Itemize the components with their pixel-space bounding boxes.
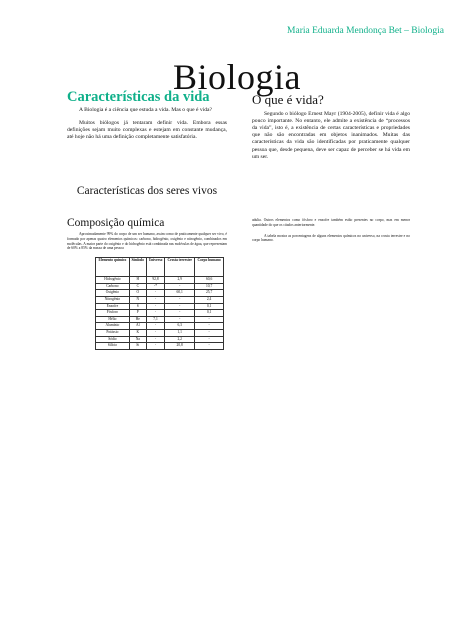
- table-row: [96, 290, 224, 297]
- table-row: [96, 297, 224, 304]
- table-header-cell: Corpo humano: [195, 258, 224, 277]
- table-cell: C: [129, 283, 146, 290]
- table-cell: Carbono: [96, 283, 130, 290]
- table-cell: -: [165, 310, 195, 317]
- paragraph-definitions: Muitos biólogos já tentaram definir vida. Embora essas definições sejam muito complexas e estejam em constante mudança, até hoje não há uma definição completamente satisfatória.: [67, 120, 227, 141]
- table-cell: -: [195, 330, 224, 337]
- table-cell: 10,7: [195, 283, 224, 290]
- table-cell: Enxofre: [96, 303, 130, 310]
- table-cell: 0,1: [195, 310, 224, 317]
- table-cell: -: [165, 297, 195, 304]
- table-cell: -: [146, 323, 164, 330]
- table-cell: -: [195, 336, 224, 343]
- elements-table: [95, 257, 224, 350]
- page-title: Biologia: [173, 57, 301, 97]
- paragraph-tabela: A tabela mostra as porcentagens de alguns elementos químicos no universo, na crosta terrestre e no corpo humano.: [252, 233, 410, 243]
- table-row: [96, 336, 224, 343]
- table-cell: -: [146, 310, 164, 317]
- table-cell: 0,1: [195, 303, 224, 310]
- table-cell: -: [146, 343, 164, 350]
- left-section-heading: [67, 184, 227, 198]
- table-cell: -: [146, 336, 164, 343]
- table-header-cell: Elemento químico: [96, 258, 130, 277]
- left-column: [67, 89, 227, 147]
- table-header-row: [96, 258, 224, 277]
- table-cell: 2,2: [165, 336, 195, 343]
- table-cell: -: [146, 297, 164, 304]
- table-cell: O: [129, 290, 146, 297]
- table-cell: 60,6: [195, 277, 224, 284]
- table-cell: K: [129, 330, 146, 337]
- table-cell: He: [129, 316, 146, 323]
- table-row: [96, 283, 224, 290]
- left-column-lower: [67, 217, 227, 350]
- table-cell: -: [165, 283, 195, 290]
- table-cell: 1,1: [165, 330, 195, 337]
- table-cell: 25,7: [195, 290, 224, 297]
- paragraph-mayr: Segundo o biólogo Ernest Mayr (1904-2005), definir vida é algo pouco importante. No entanto, ele admite a existência de “processos da vida”, isto é, a existência de certas características e propriedades que não são encontradas em objetos inanimados. Muitas das características da vida são identificadas por praticamente qualquer pessoa que, desde pequena, deve ser capaz de perceber se há vida em um ser.: [252, 111, 410, 160]
- table-row: [96, 316, 224, 323]
- table-row: [96, 310, 224, 317]
- table-cell: Sódio: [96, 336, 130, 343]
- table-header-cell: Universo: [146, 258, 164, 277]
- header-author: Maria Eduarda Mendonça Bet – Biologia: [287, 26, 444, 36]
- table-cell: -: [195, 343, 224, 350]
- table-cell: S: [129, 303, 146, 310]
- table-header-cell: Crosta terrestre: [165, 258, 195, 277]
- table-row: [96, 323, 224, 330]
- table-cell: -: [165, 303, 195, 310]
- table-row: [96, 330, 224, 337]
- table-cell: 92,8: [146, 277, 164, 284]
- table-cell: Alumínio: [96, 323, 130, 330]
- table-cell: Oxigênio: [96, 290, 130, 297]
- table-cell: -: [195, 323, 224, 330]
- table-cell: Potássio: [96, 330, 130, 337]
- table-cell: -: [146, 303, 164, 310]
- table-cell: P: [129, 310, 146, 317]
- heading-composicao-quimica: Composição química: [67, 217, 165, 229]
- right-column: [252, 92, 410, 167]
- heading-o-que-e-vida: O que é vida?: [252, 92, 324, 107]
- table-cell: -: [146, 290, 164, 297]
- table-cell: Al: [129, 323, 146, 330]
- table-row: [96, 343, 224, 350]
- heading-caracteristicas-seres: Características dos seres vivos: [76, 185, 218, 197]
- paragraph-intro: A Biologia é a ciência que estuda a vida. Mas o que é vida?: [79, 107, 212, 114]
- table-cell: 60,1: [165, 290, 195, 297]
- right-column-lower: [252, 218, 410, 249]
- paragraph-composicao: Aproximadamente 99% do corpo de um ser humano, assim como de praticamente qualquer ser vivo, é formado por apenas quatro elementos químicos: carbono, hidrogênio, oxigênio e nitrogênio, combinados em moléculas. A maior parte do oxigênio e do hidrogênio está combinada nas moléculas de água, que representam de 60% a 85% da massa de uma pessoa: [67, 232, 227, 251]
- table-cell: Nitrogênio: [96, 297, 130, 304]
- table-cell: -*: [146, 283, 164, 290]
- table-cell: Hidrogênio: [96, 277, 130, 284]
- table-cell: Hélio: [96, 316, 130, 323]
- table-cell: Si: [129, 343, 146, 350]
- table-cell: -: [146, 330, 164, 337]
- table-header-cell: Símbolo: [129, 258, 146, 277]
- table-cell: 20,8: [165, 343, 195, 350]
- table-cell: Silício: [96, 343, 130, 350]
- heading-caracteristicas-vida: Características da vida: [67, 89, 210, 105]
- table-cell: Na: [129, 336, 146, 343]
- table-cell: Fósforo: [96, 310, 130, 317]
- table-body: [96, 277, 224, 350]
- table-cell: -: [195, 316, 224, 323]
- table-cell: 6,3: [165, 323, 195, 330]
- table-cell: -: [165, 316, 195, 323]
- table-row: [96, 303, 224, 310]
- paragraph-adulta: adulta. Outros elementos como fósforo e enxofre também estão presentes no corpo, mas em menor quantidade do que os citados anteriormente.: [252, 218, 410, 227]
- table-cell: 2,9: [165, 277, 195, 284]
- table-row: [96, 277, 224, 284]
- table-cell: 7,1: [146, 316, 164, 323]
- table-cell: N: [129, 297, 146, 304]
- table-cell: 2,4: [195, 297, 224, 304]
- table-cell: H: [129, 277, 146, 284]
